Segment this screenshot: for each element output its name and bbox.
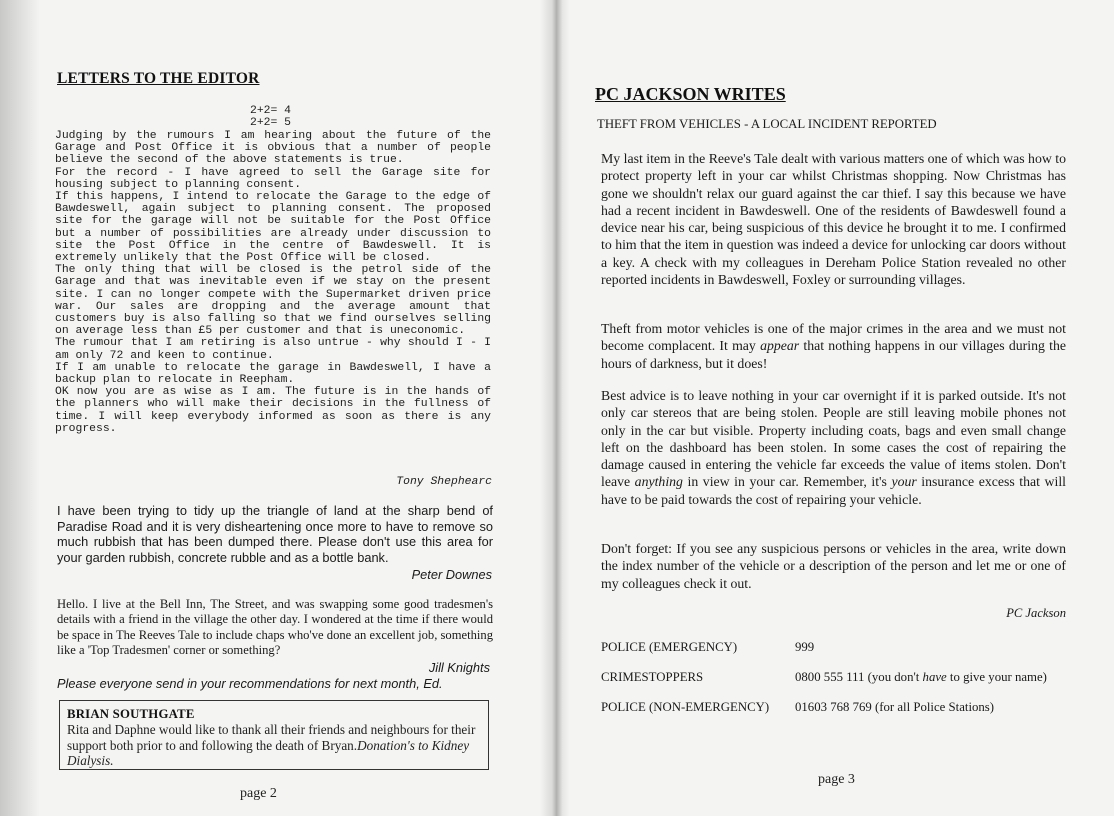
contacts-table [601, 640, 1081, 730]
equations [250, 105, 291, 129]
letter-paragraph: For the record - I have agreed to sell the Garage site for housing subject to planning consent. [55, 166, 491, 191]
equation-2: 2+2= 5 [250, 117, 292, 130]
para3-emphasis-2: your [891, 474, 917, 490]
pc-jackson-signature: PC Jackson [1006, 606, 1066, 620]
article-paragraph-4: Don't forget: If you see any suspicious persons or vehicles in the area, write down the index number of the vehicle or a description of the person and let me or one of my colleagues check it out. [601, 541, 1066, 591]
para2-emphasis: appear [760, 338, 800, 354]
contact-label: CRIMESTOPPERS [601, 670, 704, 684]
contact-row [601, 700, 1081, 730]
contact-row [601, 670, 1081, 700]
letter-tradesmen-signature: Jill Knights [428, 660, 490, 675]
contact-value [795, 670, 1047, 685]
contact-value: 999 [795, 640, 815, 654]
para3-text-a: Best advice is to leave nothing in your car overnight if it is parked outside. It's not only car stereos that are being stolen. People are still leaving mobile phones not only in the car but visible. Property including coats, bags and even small change left on the dashboard has been stolen. In some cases the cost of repairing the damage caused in entering the vehicle far exceeds the value of items stolen. Don't leave [601, 388, 1066, 490]
article-paragraph-1: My last item in the Reeve's Tale dealt with various matters one of which was how to protect property left in your car whilst Christmas shopping. Now Christmas has gone we shouldn't relax our guard against the car thief. I say this because we have had a recent incident in Bawdeswell. One of the residents of Bawdeswell found a device near his car, being suspicious of this device he brought it to me. I confirmed to him that the item in question was indeed a device for unlocking car doors without a key. A check with my colleagues in Dereham Police Station revealed no other reported incidents in Bawdeswell, Foxley or surrounding villages. [601, 151, 1066, 288]
letter-tradesmen: Hello. I live at the Bell Inn, The Street, and was swapping some good tradesmen's details with a friend in the village the other day. I wondered at the time if there would be space in The Reeves Tale to include chaps who've done an excellent job, something like a 'Top Tradesmen' corner or something? [57, 597, 493, 657]
letter-paragraph: The rumour that I am retiring is also untrue - why should I - I am only 72 and keen to continue. [55, 337, 491, 362]
pc-jackson-title: PC JACKSON WRITES [595, 84, 786, 104]
letter-garage [55, 130, 491, 435]
notice-text: Rita and Daphne would like to thank all their friends and neighbours for their support both prior to and following the death of Bryan. [67, 722, 476, 753]
letters-title: LETTERS TO THE EDITOR [57, 70, 260, 87]
contact-label: POLICE (EMERGENCY) [601, 640, 738, 654]
editor-note: Please everyone send in your recommendations for next month, Ed. [57, 676, 443, 691]
page-edge-shadow [0, 0, 40, 816]
notice-body [67, 722, 481, 769]
contact-value-a: 0800 555 111 (you don't [795, 670, 923, 684]
binding-gutter [540, 0, 570, 816]
bleed-through-text [300, 60, 307, 90]
notice-box [59, 700, 489, 770]
contact-value-emphasis: have [922, 670, 947, 684]
contact-label: POLICE (NON-EMERGENCY) [601, 700, 770, 714]
contact-row [601, 640, 1081, 670]
article-paragraph-2 [601, 320, 1066, 372]
para3-emphasis-1: anything [634, 474, 683, 490]
para3-text-c: insurance excess that will have to be paid towards the cost of repairing your vehicle. [601, 474, 1066, 507]
article-paragraph-3 [601, 387, 1066, 508]
letter-rubbish-signature: Peter Downes [411, 567, 492, 582]
para2-text-b: that nothing happens in our villages during the hours of darkness, but it does! [601, 338, 1066, 371]
letter-paragraph: OK now you are as wise as I am. The future is in the hands of the planners who will make their decisions in the fullness of time. I will keep everybody informed as soon as there is any progress. [55, 386, 491, 435]
page-3 [553, 0, 1114, 816]
article-subtitle: THEFT FROM VEHICLES - A LOCAL INCIDENT REPORTED [597, 117, 937, 131]
contact-value-b: to give your name) [946, 670, 1047, 684]
notice-donation: Donation's to Kidney Dialysis. [67, 737, 470, 768]
letter-paragraph: The only thing that will be closed is the petrol side of the Garage and that was inevitable even if we stay on the present site. I can no longer compete with the Supermarket driven price war. Our sales are dropping and the average amount that customers buy is also falling so that we find ourselves selling on average less than £5 per customer and that is uneconomic. [55, 264, 491, 338]
page-number-right: page 3 [818, 772, 855, 787]
para3-text-b: in view in your car. Remember, it's [682, 474, 892, 490]
notice-title: BRIAN SOUTHGATE [67, 707, 195, 721]
letter-garage-signature: Tony Shephearc [396, 476, 492, 488]
page-2 [0, 0, 553, 816]
letter-paragraph: If this happens, I intend to relocate the Garage to the edge of Bawdeswell, again subject to planning consent. The proposed site for the garage will not be suitable for the Post Office but a number of possibilities are already under discussion to site the Post Office in the centre of Bawdeswell. It is extremely unlikely that the Post Office will be closed. [55, 191, 491, 265]
para2-text-a: Theft from motor vehicles is one of the major crimes in the area and we must not become complacent. It may [601, 321, 1066, 354]
page-number-left: page 2 [240, 786, 277, 801]
letter-paragraph: If I am unable to relocate the garage in Bawdeswell, I have a backup plan to relocate in Reepham. [55, 361, 491, 387]
letter-paragraph: Judging by the rumours I am hearing about the future of the Garage and Post Office it is obvious that a number of people believe the second of the above statements is true. [55, 130, 491, 167]
equation-1: 2+2= 4 [250, 105, 292, 117]
letter-rubbish: I have been trying to tidy up the triangle of land at the sharp bend of Paradise Road and it is very disheartening once more to have to remove so much rubbish that has been dumped there. Please don't use this area for your garden rubbish, concrete rubble and as a bottle bank. [57, 503, 493, 565]
contact-value: 01603 768 769 (for all Police Stations) [795, 700, 995, 714]
